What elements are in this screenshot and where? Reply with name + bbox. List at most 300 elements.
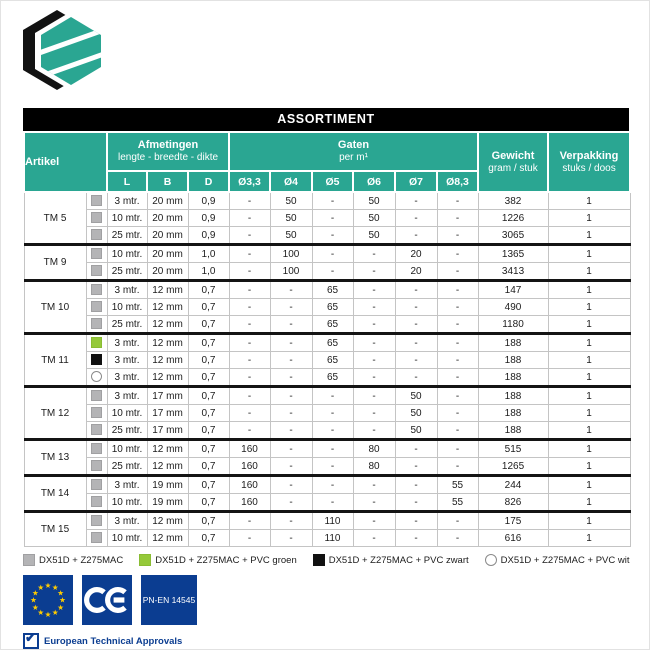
gaten-cell-Ø5: - — [312, 263, 353, 281]
swatch-cell — [86, 476, 107, 494]
table-row — [24, 192, 630, 210]
material-swatch-gray — [91, 390, 102, 401]
table-row — [24, 352, 630, 369]
gaten-cell-Ø6: - — [353, 263, 395, 281]
gaten-title: Gaten — [337, 139, 370, 151]
swatch-cell — [86, 494, 107, 512]
swatch-cell — [86, 210, 107, 227]
gewicht-cell: 188 — [478, 352, 548, 369]
artikel-cell: TM 15 — [24, 512, 86, 547]
material-swatch-white-circle — [91, 371, 102, 382]
table-row — [24, 281, 630, 299]
gaten-cell-Ø3,3: - — [229, 281, 270, 299]
gaten-cell-Ø8,3: - — [437, 245, 478, 263]
gaten-cell-Ø4: - — [270, 299, 312, 316]
column-header-gewicht — [478, 132, 548, 192]
thickness-cell: 0,7 — [188, 334, 229, 352]
gaten-cell-Ø4: - — [270, 334, 312, 352]
gewicht-title: Gewicht — [491, 149, 535, 162]
legend-item — [485, 554, 630, 566]
gaten-cell-Ø6: - — [353, 387, 395, 405]
sub-column-header: Ø8,3 — [437, 171, 478, 192]
width-cell: 17 mm — [147, 387, 188, 405]
width-cell: 19 mm — [147, 494, 188, 512]
thickness-cell: 0,7 — [188, 494, 229, 512]
swatch-cell — [86, 263, 107, 281]
gaten-cell-Ø3,3: - — [229, 263, 270, 281]
assortment-table — [23, 131, 631, 547]
material-swatch-black — [91, 354, 102, 365]
sub-column-header: Ø3,3 — [229, 171, 270, 192]
gaten-cell-Ø5: - — [312, 440, 353, 458]
verpakking-cell: 1 — [548, 192, 630, 210]
gaten-cell-Ø6: - — [353, 281, 395, 299]
afmetingen-title: Afmetingen — [137, 139, 199, 151]
gewicht-subtitle: gram / stuk — [488, 162, 538, 174]
length-cell: 3 mtr. — [107, 192, 147, 210]
material-swatch-gray — [91, 301, 102, 312]
checkmark-icon: ✔ — [23, 633, 39, 649]
gaten-cell-Ø5: - — [312, 422, 353, 440]
thickness-cell: 0,9 — [188, 210, 229, 227]
legend-swatch-green — [139, 554, 151, 566]
gewicht-cell: 1226 — [478, 210, 548, 227]
gaten-cell-Ø4: - — [270, 422, 312, 440]
gaten-cell-Ø7: - — [395, 352, 437, 369]
sub-column-header: Ø6 — [353, 171, 395, 192]
legend-label: DX51D + Z275MAC + PVC groen — [155, 554, 297, 566]
gaten-cell-Ø6: - — [353, 422, 395, 440]
svg-text:★: ★ — [51, 608, 59, 618]
table-row — [24, 422, 630, 440]
gaten-cell-Ø3,3: 160 — [229, 476, 270, 494]
hexagon-logo-icon — [15, 6, 115, 101]
gaten-cell-Ø7: - — [395, 281, 437, 299]
gaten-cell-Ø6: 50 — [353, 227, 395, 245]
pn-en-label: PN-EN 14545 — [142, 595, 196, 605]
table-row — [24, 316, 630, 334]
length-cell: 10 mtr. — [107, 405, 147, 422]
svg-text:★: ★ — [37, 608, 45, 618]
material-swatch-gray — [91, 424, 102, 435]
swatch-cell — [86, 422, 107, 440]
gaten-cell-Ø3,3: - — [229, 512, 270, 530]
swatch-cell — [86, 281, 107, 299]
thickness-cell: 0,7 — [188, 369, 229, 387]
verpakking-cell: 1 — [548, 334, 630, 352]
gaten-cell-Ø5: 65 — [312, 334, 353, 352]
verpakking-title: Verpakking — [559, 149, 619, 162]
verpakking-cell: 1 — [548, 387, 630, 405]
swatch-cell — [86, 227, 107, 245]
gaten-cell-Ø6: 80 — [353, 458, 395, 476]
svg-text:★: ★ — [44, 581, 52, 590]
material-swatch-gray — [91, 318, 102, 329]
width-cell: 12 mm — [147, 316, 188, 334]
swatch-cell — [86, 369, 107, 387]
table-row — [24, 227, 630, 245]
artikel-label: Artikel — [25, 156, 60, 168]
gewicht-cell: 382 — [478, 192, 548, 210]
length-cell: 10 mtr. — [107, 530, 147, 547]
table-row — [24, 299, 630, 316]
gaten-cell-Ø3,3: - — [229, 352, 270, 369]
gaten-cell-Ø7: - — [395, 334, 437, 352]
material-swatch-gray — [91, 496, 102, 507]
gaten-cell-Ø7: - — [395, 458, 437, 476]
verpakking-cell: 1 — [548, 405, 630, 422]
thickness-cell: 0,9 — [188, 192, 229, 210]
gaten-cell-Ø8,3: - — [437, 210, 478, 227]
material-swatch-gray — [91, 407, 102, 418]
gewicht-cell: 3413 — [478, 263, 548, 281]
gaten-cell-Ø3,3: - — [229, 316, 270, 334]
gaten-cell-Ø5: - — [312, 387, 353, 405]
pn-en-standard-badge — [141, 575, 197, 625]
swatch-cell — [86, 458, 107, 476]
gaten-cell-Ø3,3: - — [229, 422, 270, 440]
gaten-cell-Ø4: 50 — [270, 227, 312, 245]
gewicht-cell: 175 — [478, 512, 548, 530]
length-cell: 25 mtr. — [107, 263, 147, 281]
gaten-cell-Ø5: 65 — [312, 369, 353, 387]
gaten-cell-Ø4: - — [270, 476, 312, 494]
gaten-cell-Ø4: - — [270, 405, 312, 422]
verpakking-cell: 1 — [548, 512, 630, 530]
material-swatch-gray — [91, 229, 102, 240]
legend-item — [139, 554, 297, 566]
table-body — [24, 192, 630, 547]
gaten-cell-Ø7: - — [395, 440, 437, 458]
gaten-cell-Ø8,3: - — [437, 530, 478, 547]
gaten-cell-Ø5: 65 — [312, 281, 353, 299]
swatch-cell — [86, 192, 107, 210]
width-cell: 17 mm — [147, 405, 188, 422]
verpakking-cell: 1 — [548, 299, 630, 316]
artikel-cell: TM 11 — [24, 334, 86, 387]
gaten-cell-Ø3,3: - — [229, 387, 270, 405]
eu-flag-icon — [23, 575, 73, 625]
sub-column-header: L — [107, 171, 147, 192]
material-swatch-gray — [91, 515, 102, 526]
gaten-cell-Ø3,3: - — [229, 299, 270, 316]
column-header-artikel — [24, 132, 107, 192]
gaten-cell-Ø5: - — [312, 476, 353, 494]
gaten-cell-Ø8,3: 55 — [437, 494, 478, 512]
gaten-cell-Ø8,3: - — [437, 227, 478, 245]
gaten-cell-Ø6: - — [353, 512, 395, 530]
material-swatch-gray — [91, 532, 102, 543]
artikel-cell: TM 14 — [24, 476, 86, 512]
gaten-cell-Ø6: - — [353, 299, 395, 316]
gaten-cell-Ø4: - — [270, 530, 312, 547]
gaten-cell-Ø4: - — [270, 316, 312, 334]
gaten-cell-Ø7: - — [395, 494, 437, 512]
material-swatch-gray — [91, 443, 102, 454]
gewicht-cell: 188 — [478, 387, 548, 405]
gaten-cell-Ø3,3: - — [229, 334, 270, 352]
gaten-cell-Ø7: 50 — [395, 405, 437, 422]
gaten-cell-Ø3,3: - — [229, 405, 270, 422]
gewicht-cell: 826 — [478, 494, 548, 512]
gaten-cell-Ø5: 65 — [312, 316, 353, 334]
gaten-cell-Ø3,3: - — [229, 227, 270, 245]
gaten-cell-Ø6: 50 — [353, 210, 395, 227]
gaten-cell-Ø5: 65 — [312, 352, 353, 369]
swatch-cell — [86, 512, 107, 530]
gaten-cell-Ø3,3: 160 — [229, 494, 270, 512]
column-header-verpakking — [548, 132, 630, 192]
width-cell: 12 mm — [147, 369, 188, 387]
verpakking-cell: 1 — [548, 263, 630, 281]
legend-swatch-gray — [23, 554, 35, 566]
legend-swatch-black — [313, 554, 325, 566]
gaten-cell-Ø8,3: - — [437, 440, 478, 458]
swatch-cell — [86, 334, 107, 352]
gaten-cell-Ø6: 80 — [353, 440, 395, 458]
table-row — [24, 512, 630, 530]
thickness-cell: 0,7 — [188, 352, 229, 369]
gewicht-cell: 147 — [478, 281, 548, 299]
table-row — [24, 263, 630, 281]
eta-approval — [23, 630, 183, 649]
gewicht-cell: 616 — [478, 530, 548, 547]
gaten-subtitle: per m¹ — [339, 152, 368, 163]
verpakking-cell: 1 — [548, 494, 630, 512]
width-cell: 12 mm — [147, 530, 188, 547]
thickness-cell: 0,7 — [188, 476, 229, 494]
thickness-cell: 1,0 — [188, 245, 229, 263]
sub-column-header: Ø5 — [312, 171, 353, 192]
gaten-cell-Ø5: - — [312, 227, 353, 245]
gaten-cell-Ø8,3: - — [437, 422, 478, 440]
gaten-cell-Ø6: - — [353, 245, 395, 263]
gaten-cell-Ø8,3: - — [437, 512, 478, 530]
svg-text:★: ★ — [32, 588, 39, 598]
material-swatch-gray — [91, 265, 102, 276]
gaten-cell-Ø6: - — [353, 476, 395, 494]
gaten-cell-Ø4: - — [270, 369, 312, 387]
table-title: ASSORTIMENT — [23, 108, 629, 131]
table-row — [24, 476, 630, 494]
width-cell: 12 mm — [147, 334, 188, 352]
gaten-cell-Ø8,3: - — [437, 334, 478, 352]
length-cell: 25 mtr. — [107, 316, 147, 334]
thickness-cell: 0,7 — [188, 458, 229, 476]
certification-logos — [23, 575, 197, 625]
svg-text:★: ★ — [51, 582, 59, 592]
material-swatch-gray — [91, 212, 102, 223]
gaten-cell-Ø4: - — [270, 440, 312, 458]
gaten-cell-Ø7: 20 — [395, 263, 437, 281]
gaten-cell-Ø8,3: - — [437, 281, 478, 299]
gaten-cell-Ø6: - — [353, 494, 395, 512]
eta-label: European Technical Approvals — [44, 635, 183, 647]
width-cell: 19 mm — [147, 476, 188, 494]
length-cell: 25 mtr. — [107, 458, 147, 476]
table-row — [24, 210, 630, 227]
length-cell: 3 mtr. — [107, 387, 147, 405]
verpakking-cell: 1 — [548, 369, 630, 387]
length-cell: 10 mtr. — [107, 210, 147, 227]
width-cell: 12 mm — [147, 281, 188, 299]
thickness-cell: 0,7 — [188, 316, 229, 334]
length-cell: 3 mtr. — [107, 334, 147, 352]
svg-text:★: ★ — [44, 610, 52, 619]
table-row — [24, 458, 630, 476]
length-cell: 3 mtr. — [107, 512, 147, 530]
gaten-cell-Ø3,3: - — [229, 210, 270, 227]
gaten-cell-Ø5: - — [312, 494, 353, 512]
legend-label: DX51D + Z275MAC + PVC wit — [500, 554, 630, 566]
gaten-cell-Ø4: 100 — [270, 263, 312, 281]
width-cell: 12 mm — [147, 299, 188, 316]
gaten-cell-Ø3,3: 160 — [229, 458, 270, 476]
gaten-cell-Ø7: - — [395, 512, 437, 530]
verpakking-cell: 1 — [548, 227, 630, 245]
gaten-cell-Ø6: - — [353, 334, 395, 352]
gaten-cell-Ø8,3: - — [437, 263, 478, 281]
gaten-cell-Ø3,3: 160 — [229, 440, 270, 458]
gaten-cell-Ø8,3: 55 — [437, 476, 478, 494]
length-cell: 3 mtr. — [107, 476, 147, 494]
thickness-cell: 0,7 — [188, 299, 229, 316]
gewicht-cell: 188 — [478, 422, 548, 440]
length-cell: 10 mtr. — [107, 245, 147, 263]
width-cell: 20 mm — [147, 245, 188, 263]
length-cell: 3 mtr. — [107, 352, 147, 369]
gaten-cell-Ø3,3: - — [229, 245, 270, 263]
gaten-cell-Ø7: 50 — [395, 387, 437, 405]
gaten-cell-Ø5: 65 — [312, 299, 353, 316]
legend-label: DX51D + Z275MAC — [39, 554, 124, 566]
gewicht-cell: 188 — [478, 334, 548, 352]
table-row — [24, 387, 630, 405]
width-cell: 20 mm — [147, 227, 188, 245]
length-cell: 10 mtr. — [107, 299, 147, 316]
svg-text:★: ★ — [37, 582, 45, 592]
material-swatch-gray — [91, 248, 102, 259]
width-cell: 17 mm — [147, 422, 188, 440]
gaten-cell-Ø8,3: - — [437, 369, 478, 387]
gewicht-cell: 188 — [478, 369, 548, 387]
gaten-cell-Ø6: - — [353, 530, 395, 547]
gaten-cell-Ø5: - — [312, 192, 353, 210]
material-swatch-green — [91, 337, 102, 348]
material-legend — [23, 554, 629, 566]
gaten-cell-Ø4: - — [270, 458, 312, 476]
gaten-cell-Ø6: - — [353, 316, 395, 334]
gaten-cell-Ø4: 50 — [270, 192, 312, 210]
material-swatch-gray — [91, 460, 102, 471]
width-cell: 20 mm — [147, 210, 188, 227]
svg-text:★: ★ — [32, 602, 39, 612]
gaten-cell-Ø4: - — [270, 352, 312, 369]
verpakking-cell: 1 — [548, 210, 630, 227]
swatch-cell — [86, 299, 107, 316]
swatch-cell — [86, 387, 107, 405]
length-cell: 3 mtr. — [107, 369, 147, 387]
table-row — [24, 334, 630, 352]
gewicht-cell: 515 — [478, 440, 548, 458]
gaten-cell-Ø8,3: - — [437, 352, 478, 369]
gaten-cell-Ø8,3: - — [437, 387, 478, 405]
gaten-cell-Ø5: 110 — [312, 512, 353, 530]
gewicht-cell: 1365 — [478, 245, 548, 263]
gaten-cell-Ø7: - — [395, 299, 437, 316]
gaten-cell-Ø4: 50 — [270, 210, 312, 227]
gewicht-cell: 1180 — [478, 316, 548, 334]
assortment-table-section — [23, 108, 629, 566]
length-cell: 25 mtr. — [107, 422, 147, 440]
sub-column-header: Ø7 — [395, 171, 437, 192]
verpakking-cell: 1 — [548, 458, 630, 476]
gaten-cell-Ø5: - — [312, 210, 353, 227]
gaten-cell-Ø7: - — [395, 530, 437, 547]
width-cell: 12 mm — [147, 440, 188, 458]
verpakking-cell: 1 — [548, 530, 630, 547]
artikel-cell: TM 13 — [24, 440, 86, 476]
legend-item — [23, 554, 123, 566]
material-swatch-gray — [91, 195, 102, 206]
svg-text:★: ★ — [59, 595, 66, 605]
width-cell: 12 mm — [147, 458, 188, 476]
verpakking-subtitle: stuks / doos — [562, 162, 616, 174]
sub-column-header: Ø4 — [270, 171, 312, 192]
gewicht-cell: 1265 — [478, 458, 548, 476]
gaten-cell-Ø7: - — [395, 192, 437, 210]
swatch-cell — [86, 316, 107, 334]
gaten-cell-Ø5: - — [312, 245, 353, 263]
gaten-cell-Ø4: 100 — [270, 245, 312, 263]
artikel-cell: TM 10 — [24, 281, 86, 334]
gaten-cell-Ø7: 20 — [395, 245, 437, 263]
sub-column-header: D — [188, 171, 229, 192]
width-cell: 12 mm — [147, 512, 188, 530]
width-cell: 20 mm — [147, 263, 188, 281]
gewicht-cell: 3065 — [478, 227, 548, 245]
verpakking-cell: 1 — [548, 316, 630, 334]
thickness-cell: 0,9 — [188, 227, 229, 245]
gaten-cell-Ø4: - — [270, 512, 312, 530]
verpakking-cell: 1 — [548, 352, 630, 369]
length-cell: 3 mtr. — [107, 281, 147, 299]
verpakking-cell: 1 — [548, 245, 630, 263]
brand-logo — [15, 6, 115, 106]
table-row — [24, 369, 630, 387]
gaten-cell-Ø8,3: - — [437, 458, 478, 476]
swatch-cell — [86, 530, 107, 547]
verpakking-cell: 1 — [548, 422, 630, 440]
afmetingen-subtitle: lengte - breedte - dikte — [117, 152, 219, 163]
thickness-cell: 0,7 — [188, 440, 229, 458]
artikel-cell: TM 5 — [24, 192, 86, 245]
table-row — [24, 245, 630, 263]
thickness-cell: 1,0 — [188, 263, 229, 281]
column-header-afmetingen — [107, 132, 229, 171]
gaten-cell-Ø6: - — [353, 405, 395, 422]
gaten-cell-Ø7: - — [395, 227, 437, 245]
gaten-cell-Ø7: 50 — [395, 422, 437, 440]
gewicht-cell: 244 — [478, 476, 548, 494]
gaten-cell-Ø7: - — [395, 476, 437, 494]
gaten-cell-Ø8,3: - — [437, 299, 478, 316]
column-header-gaten — [229, 132, 478, 171]
legend-label: DX51D + Z275MAC + PVC zwart — [328, 554, 469, 566]
gaten-cell-Ø5: 110 — [312, 530, 353, 547]
svg-text:★: ★ — [57, 588, 64, 598]
width-cell: 20 mm — [147, 192, 188, 210]
